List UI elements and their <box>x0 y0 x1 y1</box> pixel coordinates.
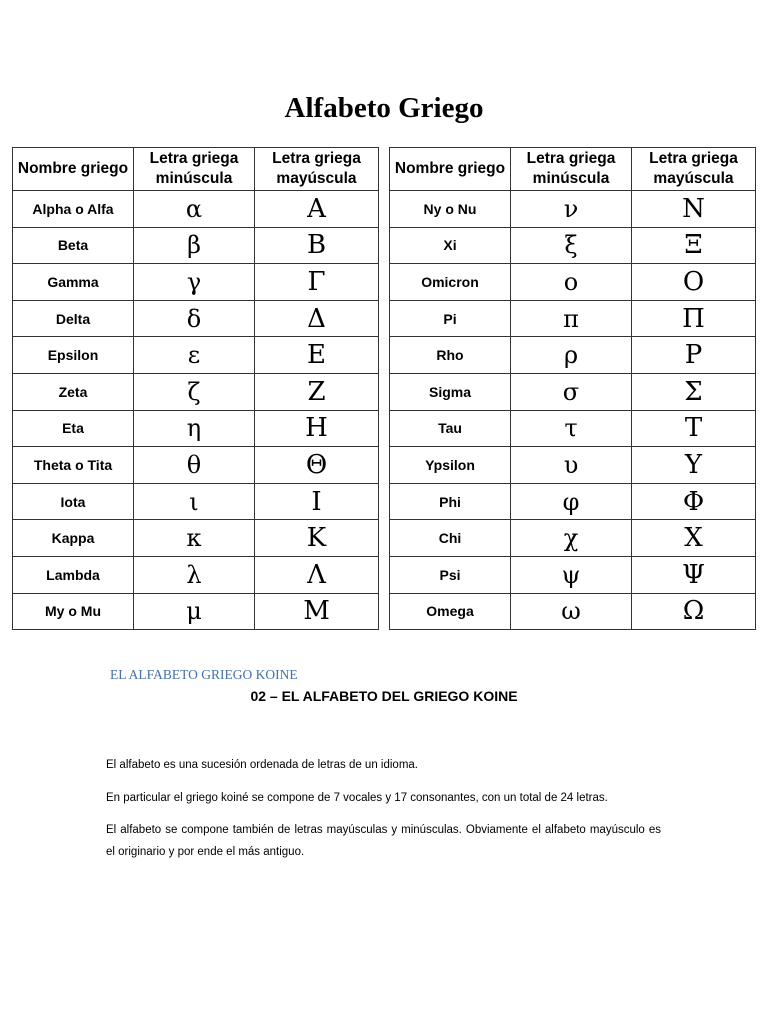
lowercase-letter: α <box>134 191 255 228</box>
letter-name: Theta o Tita <box>13 447 134 484</box>
lowercase-letter: λ <box>134 556 255 593</box>
uppercase-letter: Β <box>255 227 379 264</box>
table-row <box>390 556 756 593</box>
uppercase-letter: Φ <box>632 483 756 520</box>
lowercase-letter: κ <box>134 520 255 557</box>
uppercase-letter: Μ <box>255 593 379 630</box>
lowercase-letter: η <box>134 410 255 447</box>
uppercase-letter: Ε <box>255 337 379 374</box>
lowercase-letter: χ <box>511 520 632 557</box>
uppercase-letter: Ο <box>632 264 756 301</box>
header-lowercase: Letra griega minúscula <box>511 148 632 191</box>
lowercase-letter: ο <box>511 264 632 301</box>
header-name: Nombre griego <box>390 148 511 191</box>
lowercase-letter: π <box>511 300 632 337</box>
uppercase-letter: Α <box>255 191 379 228</box>
table-row <box>13 227 379 264</box>
letter-name: Rho <box>390 337 511 374</box>
table-row <box>13 483 379 520</box>
uppercase-letter: Γ <box>255 264 379 301</box>
lowercase-letter: τ <box>511 410 632 447</box>
lowercase-letter: γ <box>134 264 255 301</box>
lowercase-letter: ν <box>511 191 632 228</box>
letter-name: Chi <box>390 520 511 557</box>
table-header-row <box>13 148 379 191</box>
table-row <box>390 300 756 337</box>
uppercase-letter: Σ <box>632 373 756 410</box>
uppercase-letter: Π <box>632 300 756 337</box>
lowercase-letter: υ <box>511 447 632 484</box>
table-row <box>390 520 756 557</box>
letter-name: Tau <box>390 410 511 447</box>
letter-name: Phi <box>390 483 511 520</box>
letter-name: Zeta <box>13 373 134 410</box>
letter-name: Sigma <box>390 373 511 410</box>
uppercase-letter: Ζ <box>255 373 379 410</box>
table-row <box>390 410 756 447</box>
letter-name: Omega <box>390 593 511 630</box>
table-row <box>390 191 756 228</box>
table-row <box>390 337 756 374</box>
paragraph: El alfabeto es una sucesión ordenada de letras de un idioma. <box>106 759 418 771</box>
lowercase-letter: ε <box>134 337 255 374</box>
table-row <box>390 373 756 410</box>
lowercase-letter: ψ <box>511 556 632 593</box>
letter-name: Delta <box>13 300 134 337</box>
letter-name: Beta <box>13 227 134 264</box>
letter-name: Gamma <box>13 264 134 301</box>
greek-alphabet-table-left <box>12 147 379 630</box>
lowercase-letter: ω <box>511 593 632 630</box>
greek-alphabet-table-right <box>389 147 756 630</box>
letter-name: Eta <box>13 410 134 447</box>
letter-name: Psi <box>390 556 511 593</box>
uppercase-letter: Ψ <box>632 556 756 593</box>
letter-name: Alpha o Alfa <box>13 191 134 228</box>
section-heading: EL ALFABETO GRIEGO KOINE <box>110 667 298 682</box>
lowercase-letter: σ <box>511 373 632 410</box>
lowercase-letter: β <box>134 227 255 264</box>
table-header-row <box>390 148 756 191</box>
letter-name: Omicron <box>390 264 511 301</box>
lowercase-letter: θ <box>134 447 255 484</box>
uppercase-letter: Χ <box>632 520 756 557</box>
table-row <box>13 447 379 484</box>
header-uppercase: Letra griega mayúscula <box>632 148 756 191</box>
letter-name: Iota <box>13 483 134 520</box>
uppercase-letter: Ι <box>255 483 379 520</box>
letter-name: Ny o Nu <box>390 191 511 228</box>
table-row <box>390 227 756 264</box>
table-row <box>390 447 756 484</box>
section-subheading: 02 – EL ALFABETO DEL GRIEGO KOINE <box>250 688 518 704</box>
table-row <box>390 264 756 301</box>
letter-name: Pi <box>390 300 511 337</box>
table-row <box>13 300 379 337</box>
paragraph: El alfabeto se compone también de letras mayúsculas y minúsculas. Obviamente el alfabeto mayúsculo es el originario y por ende el más antiguo. <box>106 824 661 858</box>
uppercase-letter: Κ <box>255 520 379 557</box>
table-row <box>390 483 756 520</box>
header-lowercase: Letra griega minúscula <box>134 148 255 191</box>
letter-name: Xi <box>390 227 511 264</box>
lowercase-letter: μ <box>134 593 255 630</box>
table-row <box>13 520 379 557</box>
paragraph: En particular el griego koiné se compone de 7 vocales y 17 consonantes, con un total de 24 letras. <box>106 792 608 804</box>
table-row <box>13 373 379 410</box>
letter-name: Epsilon <box>13 337 134 374</box>
table-row <box>13 264 379 301</box>
uppercase-letter: Ξ <box>632 227 756 264</box>
header-name: Nombre griego <box>13 148 134 191</box>
uppercase-letter: Λ <box>255 556 379 593</box>
table-row <box>13 337 379 374</box>
page-title: Alfabeto Griego <box>284 92 484 124</box>
table-row <box>13 191 379 228</box>
header-uppercase: Letra griega mayúscula <box>255 148 379 191</box>
uppercase-letter: Ρ <box>632 337 756 374</box>
uppercase-letter: Τ <box>632 410 756 447</box>
lowercase-letter: δ <box>134 300 255 337</box>
uppercase-letter: Ν <box>632 191 756 228</box>
letter-name: Kappa <box>13 520 134 557</box>
lowercase-letter: ζ <box>134 373 255 410</box>
letter-name: Ypsilon <box>390 447 511 484</box>
lowercase-letter: ξ <box>511 227 632 264</box>
lowercase-letter: φ <box>511 483 632 520</box>
uppercase-letter: Ω <box>632 593 756 630</box>
uppercase-letter: Θ <box>255 447 379 484</box>
uppercase-letter: Η <box>255 410 379 447</box>
uppercase-letter: Δ <box>255 300 379 337</box>
table-row <box>390 593 756 630</box>
uppercase-letter: Υ <box>632 447 756 484</box>
letter-name: Lambda <box>13 556 134 593</box>
table-row <box>13 410 379 447</box>
table-row <box>13 593 379 630</box>
table-row <box>13 556 379 593</box>
lowercase-letter: ρ <box>511 337 632 374</box>
lowercase-letter: ι <box>134 483 255 520</box>
letter-name: My o Mu <box>13 593 134 630</box>
